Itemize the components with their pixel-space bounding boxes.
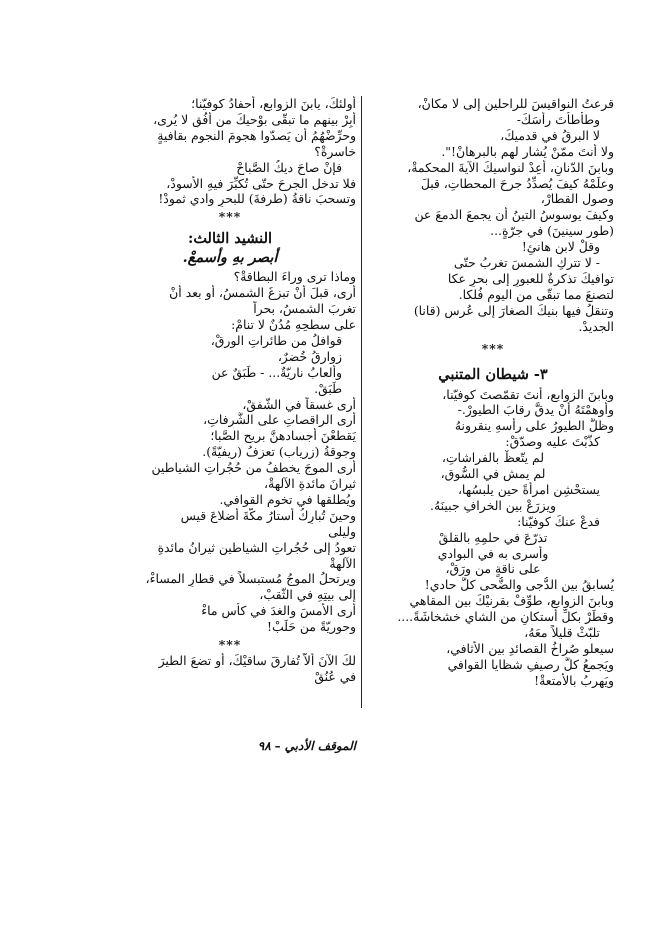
poem-line: زوارقُ خُضرٌ، [277, 348, 342, 364]
poem-line: توافيكَ تذكرةٌ للعبورِ إلى بحرِ عكا [447, 270, 614, 286]
poem-line: طَبَقْ. [314, 380, 342, 396]
poem-line: لتصنعَ مما تبقّى من اليومِ فُلكا. [458, 286, 614, 302]
poem-line: - لا تتركِ الشمسَ تغربُ حتّى [453, 255, 600, 271]
footer-separator: – [274, 739, 281, 753]
poem-line: فإنْ صاحَ ديكُ الصَّباحْ [236, 159, 342, 175]
poem-line: ولا أنتَ ممّنْ يُشار لهم بالبرهانْ!". [441, 143, 614, 159]
poem-line: يُسابقُ بين الدُّجى والضُّحى كلَّ حادي! [424, 577, 614, 593]
poem-line: ويُطلقها في تخومِ القوافي. [219, 491, 356, 507]
left-column [104, 96, 356, 685]
poem-line: ويرتحلُ الموجُ مُستبسلاً في قطارِ المساءْ، [145, 571, 356, 587]
poem-line: وألعابُ ناريّةٌ... - طَبَقٌ عن [211, 364, 342, 380]
poem-line: تغربَ الشمسُ، بحراً [253, 301, 356, 317]
poem-line: تذرّعَ في حلمِهِ بالقلقْ [438, 529, 548, 545]
poem-line: وقلْ لابنِ هانئٍ! [521, 239, 600, 255]
poem-line: أَبِرْ بينهم ما تبقّى بوْحيكَ من أُفُقٍ لا يُرى، [153, 111, 356, 127]
poem-line: تلبّثْ قليلاً معَهُ، [524, 625, 600, 641]
poem-line: خاسرةْ؟ [314, 143, 356, 159]
poem-line: وماذا ترى وراءَ البطاقةْ؟ [233, 269, 356, 285]
poem-line: يَقطعْنَ أجسادهنَّ بريحِ الصَّبا؛ [210, 428, 356, 444]
poem-line: وطأطأتَ رأسَكَ- [516, 111, 600, 127]
poem-line: إلى بيتِهِ في الثّقبْ، [259, 587, 356, 603]
poem-line: ثيرانَ مائدةِ الآلهةْ، [264, 476, 356, 492]
poem-line: ويزرَعْ بين الخرافِ جبينَهُ. [430, 497, 556, 513]
poem-line: ويَهربُ بالأمتعةْ! [534, 672, 614, 688]
poem-line: الجديدْ. [578, 318, 614, 334]
poem-line: ويَجمعُ كلَّ رصيفِ شظايا القوافي [447, 656, 614, 672]
section-title: النشيد الثالث: [187, 230, 273, 248]
section-separator: *** [218, 637, 242, 653]
poem-line: الآلهةْ [329, 555, 356, 571]
poem-line: (طور سينينَ) في جرّةٍ... [490, 223, 614, 239]
poem-line: يستحْشِنِ امرأةً حين يلبسُها، [457, 481, 600, 497]
poem-line: لا البرقُ في قدميكَ، [500, 127, 600, 143]
poem-line: وصول القطارْ، [540, 191, 614, 207]
column-divider [361, 96, 362, 708]
poem-line: وبابنَ الزوابعِ، أنتَ تقمّصتَ كوفيّنا، [442, 386, 614, 402]
poem-line: وظلَّ الطيورُ على رأسهِ ينقرونهُ [454, 418, 614, 434]
poem-line: لكَ الآنَ ألاّ تُفارقَ ساقيْكَ، أو تضعَ الطيرَ [158, 653, 356, 668]
journal-name: الموقف الأدبي [284, 739, 356, 753]
poem-line: تعودُ إلى حُجُراتِ الشياطينِ ثيرانُ مائدةِ [157, 539, 356, 555]
poem-line: وليلى [328, 523, 356, 539]
poem-line: قرعتُ النواقيسَ للراحلين إلى لا مكانْ، [417, 96, 614, 111]
section-separator: *** [218, 209, 242, 225]
poem-line: على سطحِهِ مُدُنٌ لا تنامْ: [231, 316, 356, 332]
poem-line: في عُنُقْ [314, 668, 356, 684]
poem-line: كذّبْتَ عليه وصدّقْ: [505, 434, 600, 450]
poem-line: وبابنَ الدّنانِ، أعِدْ لنواسيكَ الآيةَ المحكمةْ، [407, 159, 614, 175]
page-number: ٩٨ [257, 739, 271, 753]
poem-line: وتسحبَ ناقةُ (طرفةَ) للبحرِ وادي ثمودْ! [158, 191, 356, 207]
poem-line: قوافلُ من طائراتِ الورقْ، [210, 332, 342, 348]
poem-line: وحرِّضْهُمُ أن يَصدّوا هجومَ النجومِ بقافيةٍ [157, 127, 356, 143]
section-separator: *** [481, 340, 505, 356]
section-title: ٣- شيطان المتنبي [438, 365, 548, 383]
poem-line: وحوريّةً من حَلَبْ! [267, 619, 356, 635]
poem-line: لم يمشِ في السُّوقِ، [440, 466, 546, 482]
poem-line: أرى الراقصاتِ على الشُّرفاتِ، [203, 412, 356, 428]
poem-line: سيعلو صُراخُ القصائدِ بين الأثافي، [446, 641, 614, 656]
poem-line: أرى الموجَ يخطفُ من حُجُراتِ الشياطينِ [151, 460, 356, 476]
poem-line: لم يتّعظْ بالفراشاتِ، [441, 450, 545, 466]
poem-line: أولئكَ، يابنَ الزوابعِ، أحفادُ كوفيّنا؛ [191, 96, 356, 111]
poem-line: وحينَ تُبارِكُ أستارُ مكّةَ أضلاعَ قيسٍ [180, 507, 356, 523]
poem-line: على ناقةٍ من ورَقْ، [445, 561, 541, 577]
poem-line: وبابنَ الزوابعِ، طوِّفْ بقرنيْكَ بين المقاهي [409, 593, 614, 609]
poem-line: وجوقةُ (زرياب) تعزفُ (ريفيّةً). [202, 444, 356, 460]
poem-line: وكيفَ يوسوسُ التينُ أن يجمعَ الدمعَ عن [414, 207, 614, 223]
poem-line: وتنقلُ فيها بنيكَ الصغارَ إلى عُرسِ (قانا) [413, 302, 614, 318]
right-column [372, 96, 614, 689]
poem-line: أرى غسقاً في الشّفقْ، [242, 396, 356, 412]
poem-line: أرى، قبلَ أنْ تبزغَ الشمسُ، أو بعد أنْ [169, 285, 356, 301]
poem-line: وأوهمْتَهُ أنْ يدقَّ رقابَ الطيورْ.- [457, 402, 614, 418]
section-subtitle: أبصر بهِ وأسمعْ. [182, 249, 278, 267]
page-footer [104, 739, 356, 753]
poem-line: وقطِّرْ بكلِّ أستكانٍ من الشايِ خشخاشَةً.... [397, 609, 614, 625]
poem-line: فدعْ عنكَ كوفيّنا: [517, 513, 600, 529]
poem-line: فلا تدخلِ الجرحَ حتّى تُكبِّرَ فيهِ الأسودْ، [166, 175, 356, 191]
poem-line: أرى الأمسَ والغدَ في كأسِ ماءْ [201, 603, 356, 619]
poem-line: وعلِّمْهُ كيفَ يُصدِّدُ جرحَ المحطاتِ، قبلَ [420, 175, 614, 191]
poem-line: وأسرى به في البوادي [437, 545, 549, 561]
